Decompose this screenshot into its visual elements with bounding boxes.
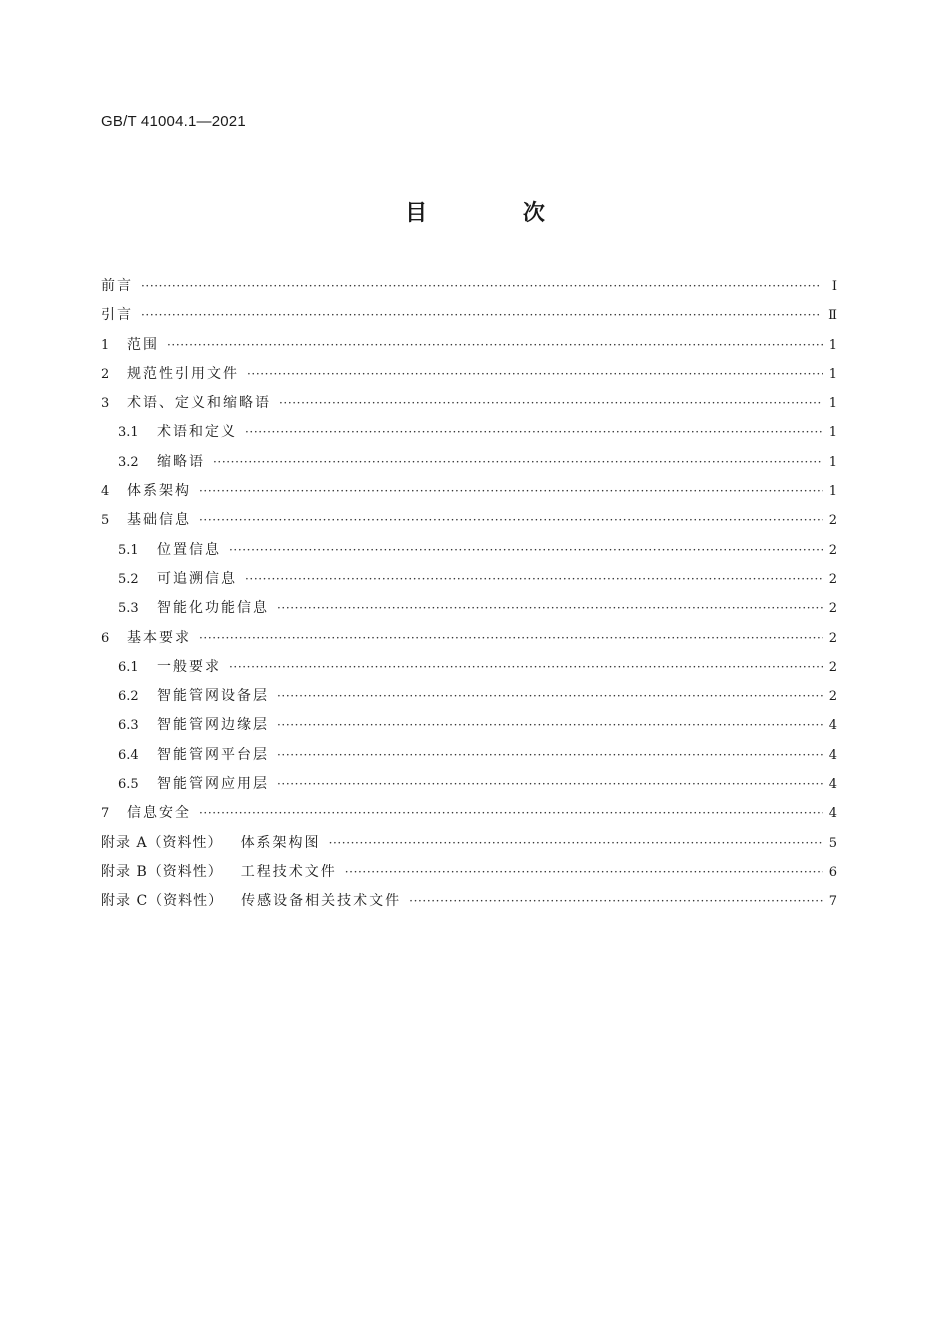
toc-entry[interactable] <box>101 448 837 477</box>
toc-entry-page-number: 5 <box>828 835 837 851</box>
toc-entry[interactable] <box>101 360 837 389</box>
toc-dot-leader <box>279 389 823 418</box>
toc-entry-label: 智能管网平台层 <box>157 746 269 763</box>
toc-dot-leader <box>277 594 823 623</box>
toc-dot-leader <box>277 711 823 740</box>
toc-entry-label: 智能管网边缘层 <box>157 717 269 734</box>
toc-entry-label: 一般要求 <box>157 658 221 675</box>
toc-entry-page-number: 2 <box>828 513 837 529</box>
toc-entry-label: 术语、定义和缩略语 <box>127 395 271 412</box>
toc-entry[interactable] <box>101 799 837 828</box>
toc-entry-number: 3 <box>101 396 110 412</box>
toc-entry-number: 6.2 <box>118 689 139 705</box>
toc-entry-label: 缩略语 <box>157 453 205 470</box>
toc-entry-label: 信息安全 <box>127 805 191 822</box>
toc-dot-leader <box>277 682 823 711</box>
toc-entry-page-number: 1 <box>828 337 837 353</box>
toc-dot-leader <box>141 272 823 301</box>
toc-entry-page-number: 2 <box>828 542 837 558</box>
toc-dot-leader <box>345 858 823 887</box>
toc-entry-page-number: 4 <box>828 806 837 822</box>
toc-entry-label: 体系架构 <box>127 483 191 500</box>
toc-entry[interactable] <box>101 301 837 330</box>
toc-entry-number: 3.2 <box>118 454 139 470</box>
toc-entry-page-number: Ⅱ <box>828 308 837 324</box>
toc-entry-page-number: 1 <box>828 454 837 470</box>
toc-dot-leader <box>245 565 823 594</box>
toc-entry-page-number: 1 <box>828 366 837 382</box>
toc-entry[interactable] <box>101 418 837 447</box>
toc-dot-leader <box>277 770 823 799</box>
toc-entry-label: 体系架构图 <box>240 834 321 851</box>
toc-entry[interactable] <box>101 682 837 711</box>
toc-entry[interactable] <box>101 770 837 799</box>
toc-entry-page-number: 1 <box>828 425 837 441</box>
toc-dot-leader <box>229 653 823 682</box>
toc-entry[interactable] <box>101 711 837 740</box>
toc-entry-label: 位置信息 <box>157 541 221 558</box>
toc-entry[interactable] <box>101 536 837 565</box>
page-title: 目 次 <box>405 201 589 226</box>
toc-entry[interactable] <box>101 858 837 887</box>
toc-dot-leader <box>199 799 823 828</box>
toc-entry-page-number: 2 <box>828 689 837 705</box>
toc-entry-label: 前言 <box>101 278 133 294</box>
toc-entry[interactable] <box>101 741 837 770</box>
toc-entry-number: 5.3 <box>118 601 139 617</box>
standard-code: GB/T 41004.1—2021 <box>101 113 246 130</box>
toc-dot-leader <box>199 624 823 653</box>
toc-entry-appendix-prefix: 附录 B（资料性） <box>101 863 223 880</box>
toc-entry-number: 5.2 <box>118 571 139 587</box>
toc-entry-label: 基础信息 <box>127 512 191 529</box>
toc-entry-page-number: 6 <box>828 864 837 880</box>
toc-entry[interactable] <box>101 565 837 594</box>
toc-entry-number: 5.1 <box>118 542 139 558</box>
toc-entry-page-number: 4 <box>828 747 837 763</box>
toc-entry-number: 5 <box>101 513 110 529</box>
toc-entry-label: 引言 <box>101 307 133 324</box>
toc-entry-label: 智能管网应用层 <box>157 776 269 793</box>
toc-entry-page-number: 7 <box>828 894 837 910</box>
toc-dot-leader <box>245 418 823 447</box>
toc-entry-page-number: 1 <box>828 396 837 412</box>
toc-entry-number: 6.3 <box>118 718 139 734</box>
toc-entry-number: 4 <box>101 484 110 500</box>
toc-entry-number: 6 <box>101 630 110 646</box>
toc-entry-page-number: 2 <box>828 571 837 587</box>
toc-dot-leader <box>167 331 823 360</box>
toc-entry[interactable] <box>101 829 837 858</box>
toc-entry-number: 3.1 <box>118 425 139 441</box>
toc-entry-number: 7 <box>101 806 110 822</box>
toc-dot-leader <box>141 301 822 330</box>
toc-entry[interactable] <box>101 653 837 682</box>
table-of-contents <box>101 272 837 917</box>
toc-entry-number: 6.4 <box>118 747 139 763</box>
toc-dot-leader <box>277 741 823 770</box>
toc-entry-page-number: Ⅰ <box>831 279 837 294</box>
toc-entry[interactable] <box>101 477 837 506</box>
toc-entry-number: 1 <box>101 337 110 353</box>
toc-dot-leader <box>409 887 823 916</box>
toc-entry-page-number: 1 <box>828 484 837 500</box>
toc-entry-label: 范围 <box>127 336 159 353</box>
toc-entry[interactable] <box>101 624 837 653</box>
toc-entry-label: 智能化功能信息 <box>157 600 269 617</box>
toc-entry-number: 2 <box>101 366 110 382</box>
toc-entry-page-number: 4 <box>828 718 837 734</box>
toc-entry-appendix-prefix: 附录 C（资料性） <box>101 893 224 910</box>
toc-entry-number: 6.1 <box>118 659 139 675</box>
toc-dot-leader <box>199 477 823 506</box>
toc-entry[interactable] <box>101 331 837 360</box>
toc-dot-leader <box>247 360 823 389</box>
toc-entry-page-number: 2 <box>828 630 837 646</box>
toc-entry-label: 传感设备相关技术文件 <box>241 893 402 910</box>
toc-entry-label: 术语和定义 <box>157 424 237 441</box>
toc-entry[interactable] <box>101 272 837 301</box>
toc-entry-label: 工程技术文件 <box>240 863 337 880</box>
toc-entry-label: 智能管网设备层 <box>157 688 269 705</box>
toc-entry-appendix-prefix: 附录 A（资料性） <box>101 834 223 851</box>
toc-entry[interactable] <box>101 506 837 535</box>
toc-dot-leader <box>329 829 823 858</box>
toc-entry-page-number: 2 <box>828 659 837 675</box>
toc-entry-label: 基本要求 <box>127 629 191 646</box>
toc-entry[interactable] <box>101 389 837 418</box>
toc-entry[interactable] <box>101 887 837 916</box>
toc-entry[interactable] <box>101 594 837 623</box>
toc-entry-page-number: 2 <box>828 601 837 617</box>
toc-dot-leader <box>199 506 823 535</box>
toc-entry-label: 可追溯信息 <box>157 570 237 587</box>
toc-dot-leader <box>213 448 823 477</box>
toc-entry-number: 6.5 <box>118 777 139 793</box>
toc-dot-leader <box>229 536 823 565</box>
toc-entry-label: 规范性引用文件 <box>127 365 239 382</box>
toc-entry-page-number: 4 <box>828 777 837 793</box>
